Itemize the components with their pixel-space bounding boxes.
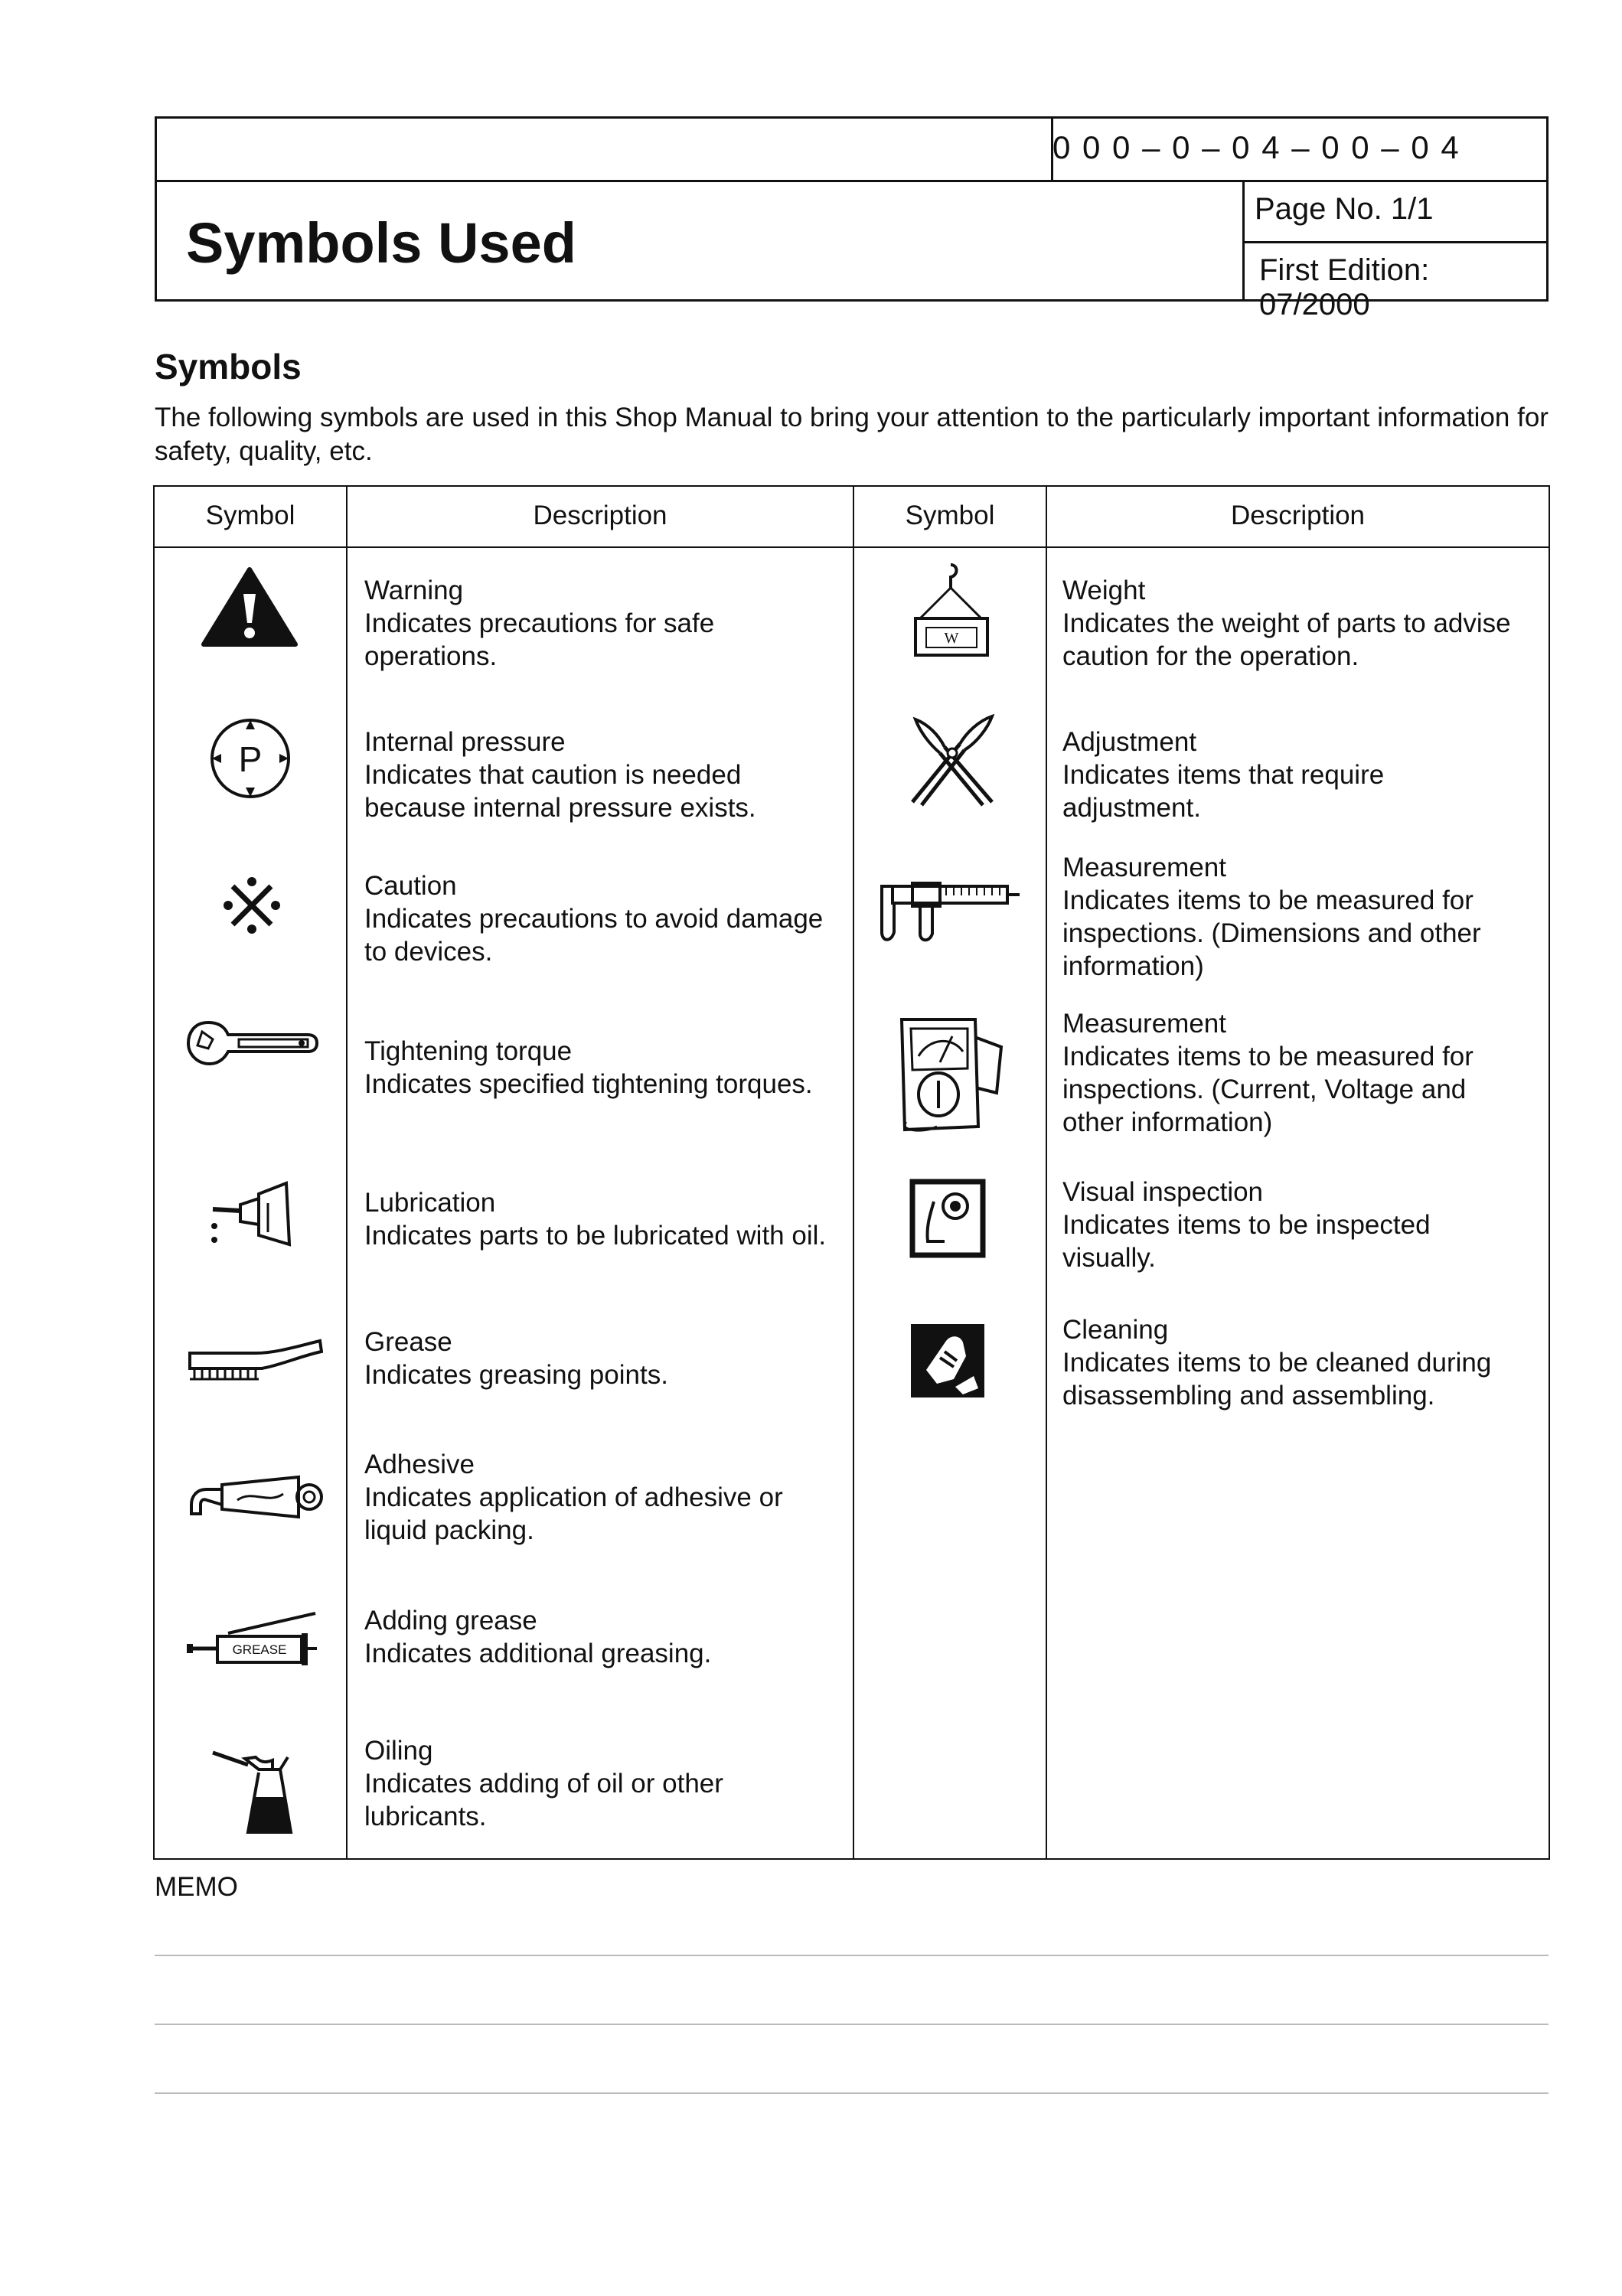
- memo-line: [155, 2024, 1549, 2025]
- header-box: [155, 116, 1549, 321]
- symbol-title: Lubrication: [364, 1188, 496, 1218]
- list-item: [1062, 1176, 1431, 1274]
- symbol-description: Indicates additional greasing.: [364, 1639, 712, 1668]
- symbol-description: Indicates items to be measured for: [1062, 885, 1474, 915]
- list-item: [1062, 851, 1481, 983]
- list-item: [364, 1035, 813, 1101]
- adhesive-tube-icon: [184, 1466, 325, 1531]
- symbol-title: Weight: [1062, 576, 1146, 605]
- pressure-glyph: P: [238, 739, 263, 779]
- symbol-description: information): [1062, 951, 1204, 981]
- symbol-title: Adding grease: [364, 1606, 537, 1636]
- symbol-title: Adhesive: [364, 1450, 475, 1479]
- caliper-icon: [877, 879, 1023, 951]
- weight-icon: [909, 560, 994, 664]
- symbol-title: Warning: [364, 576, 464, 605]
- memo-label: MEMO: [155, 1872, 238, 1902]
- symbol-title: Measurement: [1062, 853, 1226, 882]
- list-item: [1062, 1007, 1474, 1139]
- list-item: [364, 1734, 723, 1833]
- symbol-description: inspections. (Dimensions and other: [1062, 918, 1481, 948]
- section-title: Symbols: [155, 347, 302, 386]
- symbol-title: Grease: [364, 1327, 452, 1357]
- symbols-table: [153, 485, 1550, 1860]
- list-item: [364, 1186, 826, 1252]
- table-column-rule: [346, 487, 348, 1858]
- symbol-description: liquid packing.: [364, 1515, 534, 1545]
- list-item: [1062, 1313, 1491, 1412]
- symbol-description: Indicates items to be cleaned during: [1062, 1348, 1492, 1378]
- intro-paragraph: The following symbols are used in this Shop Manual to bring your attention to the particularly important information for safety, quality, etc.: [155, 403, 1549, 466]
- symbol-description: lubricants.: [364, 1802, 487, 1831]
- weight-label: W: [944, 630, 959, 647]
- multimeter-icon: [891, 1015, 1006, 1140]
- header-divider: [1242, 241, 1546, 243]
- column-header-description: Description: [533, 501, 667, 530]
- symbol-description: Indicates greasing points.: [364, 1360, 668, 1390]
- grease-gun-icon: [185, 1610, 320, 1683]
- symbol-description: Indicates application of adhesive or: [364, 1482, 783, 1512]
- column-header-symbol: Symbol: [205, 501, 295, 530]
- caution-icon: [222, 876, 282, 939]
- symbol-description: inspections. (Current, Voltage and: [1062, 1075, 1467, 1104]
- table-column-rule: [853, 487, 854, 1858]
- symbol-title: Measurement: [1062, 1009, 1226, 1039]
- list-item: [364, 574, 714, 673]
- symbol-description: Indicates precautions for safe: [364, 608, 715, 638]
- symbol-title: Internal pressure: [364, 727, 566, 757]
- symbol-description: Indicates specified tightening torques.: [364, 1069, 813, 1099]
- symbol-title: Visual inspection: [1062, 1177, 1264, 1207]
- page-title: Symbols Used: [186, 211, 576, 275]
- symbol-description: Indicates parts to be lubricated with oil.: [364, 1221, 827, 1251]
- memo-line: [155, 1955, 1549, 1956]
- brush-icon: [185, 1338, 323, 1388]
- symbol-description: operations.: [364, 641, 498, 671]
- cleaning-icon: [909, 1322, 986, 1403]
- symbol-description: Indicates that caution is needed: [364, 760, 742, 790]
- symbol-description: Indicates items to be inspected: [1062, 1210, 1431, 1240]
- pliers-icon: [905, 713, 1000, 812]
- column-header-description: Description: [1230, 501, 1366, 530]
- symbol-description: Indicates items that require: [1062, 760, 1385, 790]
- symbol-description: to devices.: [364, 937, 493, 967]
- symbol-title: Tightening torque: [364, 1036, 573, 1066]
- page-number: Page No. 1/1: [1255, 192, 1434, 226]
- document-code: 0 0 0 – 0 – 0 4 – 0 0 – 0 4: [1053, 129, 1460, 165]
- table-header-rule: [155, 546, 1549, 548]
- symbol-title: Cleaning: [1062, 1315, 1169, 1345]
- warning-icon: [201, 566, 299, 651]
- list-item: [364, 869, 823, 968]
- list-item: [1062, 726, 1384, 824]
- header-divider: [157, 180, 1546, 182]
- column-header-symbol: Symbol: [905, 501, 995, 530]
- edition-date: First Edition: 07/2000: [1259, 253, 1430, 321]
- symbol-description: other information): [1062, 1107, 1273, 1137]
- symbol-title: Caution: [364, 871, 457, 901]
- list-item: [364, 1604, 711, 1670]
- symbol-description: adjustment.: [1062, 793, 1201, 823]
- internal-pressure-icon: [208, 716, 292, 804]
- list-item: [364, 726, 756, 824]
- list-item: [1062, 574, 1511, 673]
- symbol-description: disassembling and assembling.: [1062, 1381, 1435, 1411]
- wrench-icon: [185, 1018, 320, 1072]
- symbol-description: Indicates items to be measured for: [1062, 1042, 1474, 1071]
- table-column-rule: [1046, 487, 1047, 1858]
- symbol-title: Adjustment: [1062, 727, 1197, 757]
- list-item: [364, 1326, 668, 1391]
- symbol-description: caution for the operation.: [1062, 641, 1359, 671]
- symbol-description: visually.: [1062, 1243, 1156, 1273]
- oil-can-icon: [210, 1179, 294, 1259]
- memo-line: [155, 2092, 1549, 2094]
- header-divider: [1242, 180, 1245, 299]
- symbol-description: Indicates adding of oil or other: [364, 1769, 723, 1799]
- symbol-description: because internal pressure exists.: [364, 793, 756, 823]
- grease-label: GREASE: [232, 1642, 287, 1657]
- symbol-description: Indicates the weight of parts to advise: [1062, 608, 1511, 638]
- symbol-description: Indicates precautions to avoid damage: [364, 904, 824, 934]
- oiler-icon: [208, 1742, 300, 1841]
- eye-inspection-icon: [909, 1179, 986, 1262]
- symbol-title: Oiling: [364, 1736, 433, 1766]
- list-item: [364, 1448, 783, 1547]
